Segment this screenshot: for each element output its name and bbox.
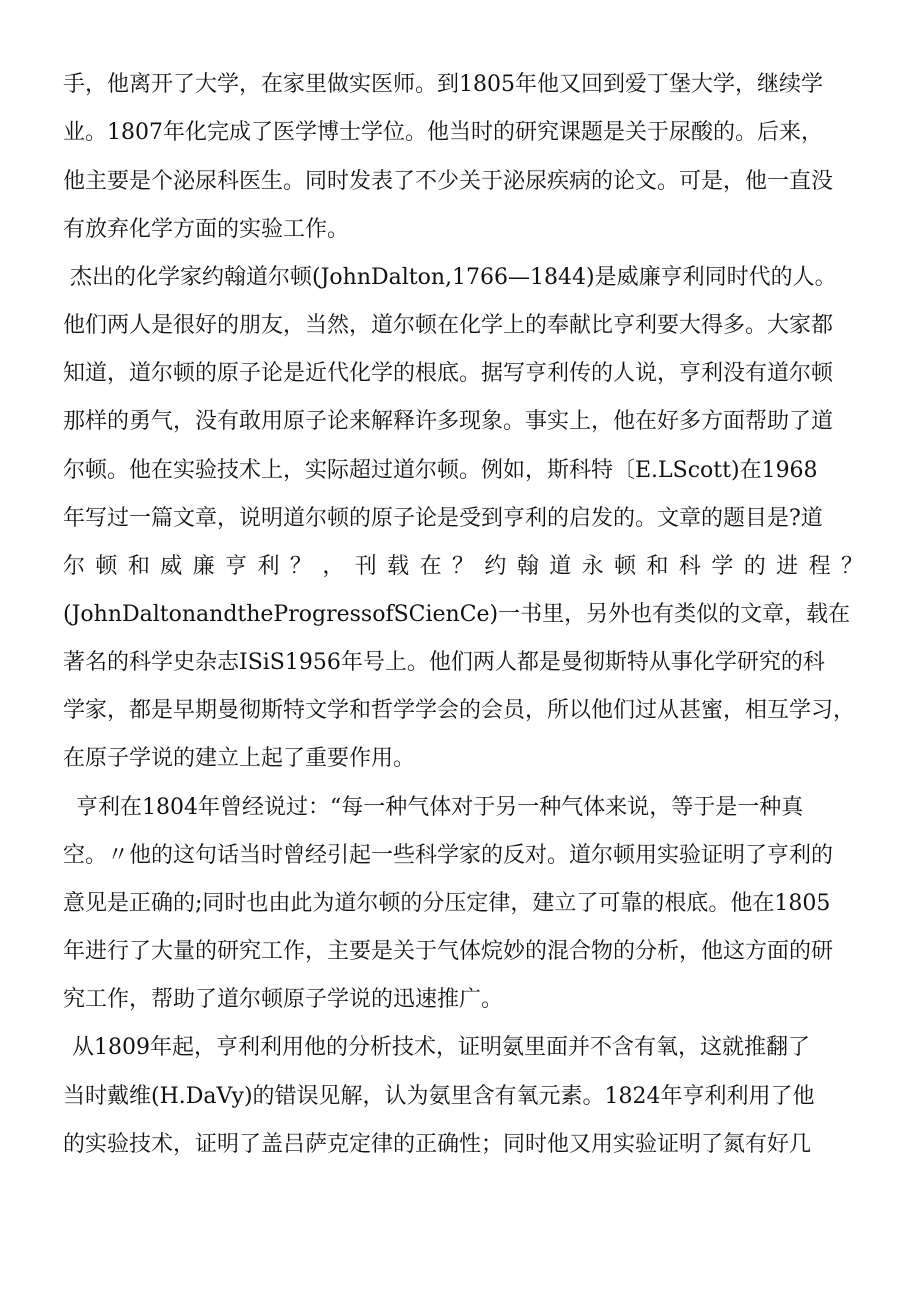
text-line: 手，他离开了大学，在家里做实医师。到1805年他又回到爱丁堡大学，继续学 (63, 72, 823, 97)
text-line: (JohnDaltonandtheProgressofSCienCe)一书里，另外也有类似的文章，载在 (63, 602, 851, 627)
text-line: 当时戴维(H.DaVy)的错误见解，认为氨里含有氧元素。1824年亨利利用了他 (63, 1084, 815, 1109)
text-line: 在原子学说的建立上起了重要作用。 (63, 746, 416, 771)
text-line: 著名的科学史杂志ISiS1956年号上。他们两人都是曼彻斯特从事化学研究的科 (63, 650, 825, 675)
text-line: 业。1807年化完成了医学博士学位。他当时的研究课题是关于尿酸的。后来， (63, 120, 823, 145)
text-line: 空。〃他的这句话当时曾经引起一些科学家的反对。道尔顿用实验证明了亨利的 (63, 843, 834, 868)
text-line: 究工作，帮助了道尔顿原子学说的迅速推广。 (63, 987, 504, 1012)
text-line: 他主要是个泌尿科医生。同时发表了不少关于泌尿疾病的论文。可是，他一直没 (63, 169, 834, 194)
text-line: 意见是正确的;同时也由此为道尔顿的分压定律，建立了可靠的根底。他在1805 (63, 891, 831, 916)
text-line: 那样的勇气，没有敢用原子论来解释许多现象。事实上，他在好多方面帮助了道 (63, 409, 834, 434)
paragraph-first-line: 杰出的化学家约翰道尔顿(JohnDalton,1766—1844)是威廉亨利同时代的人。 (70, 265, 837, 290)
text-line: 他们两人是很好的朋友，当然，道尔顿在化学上的奉献比亨利要大得多。大家都 (63, 313, 834, 338)
paragraph-first-line: 亨利在1804年曾经说过：“每一种气体对于另一种气体来说，等于是一种真 (76, 795, 804, 820)
text-line: 尔顿和威廉亨利？，刊载在？约翰道永顿和科学的进程？ (63, 554, 863, 579)
text-line: 年进行了大量的研究工作，主要是关于气体烷妙的混合物的分析，他这方面的研 (63, 939, 834, 964)
text-line: 有放弃化学方面的实验工作。 (63, 217, 350, 242)
text-line: 的实验技术，证明了盖吕萨克定律的正确性；同时他又用实验证明了氮有好几 (63, 1132, 812, 1157)
text-line: 尔顿。他在实验技术上，实际超过道尔顿。例如，斯科特〔E.LScott)在1968 (63, 458, 818, 483)
paragraph-first-line: 从1809年起，亨利利用他的分析技术，证明氨里面并不含有氧，这就推翻了 (72, 1035, 810, 1060)
text-line: 学家，都是早期曼彻斯特文学和哲学学会的会员，所以他们过从甚蜜，相互学习， (63, 698, 856, 723)
text-line: 年写过一篇文章，说明道尔顿的原子论是受到亨利的启发的。文章的题目是?道 (63, 506, 823, 531)
text-line: 知道，道尔顿的原子论是近代化学的根底。据写亨利传的人说，亨利没有道尔顿 (63, 361, 834, 386)
